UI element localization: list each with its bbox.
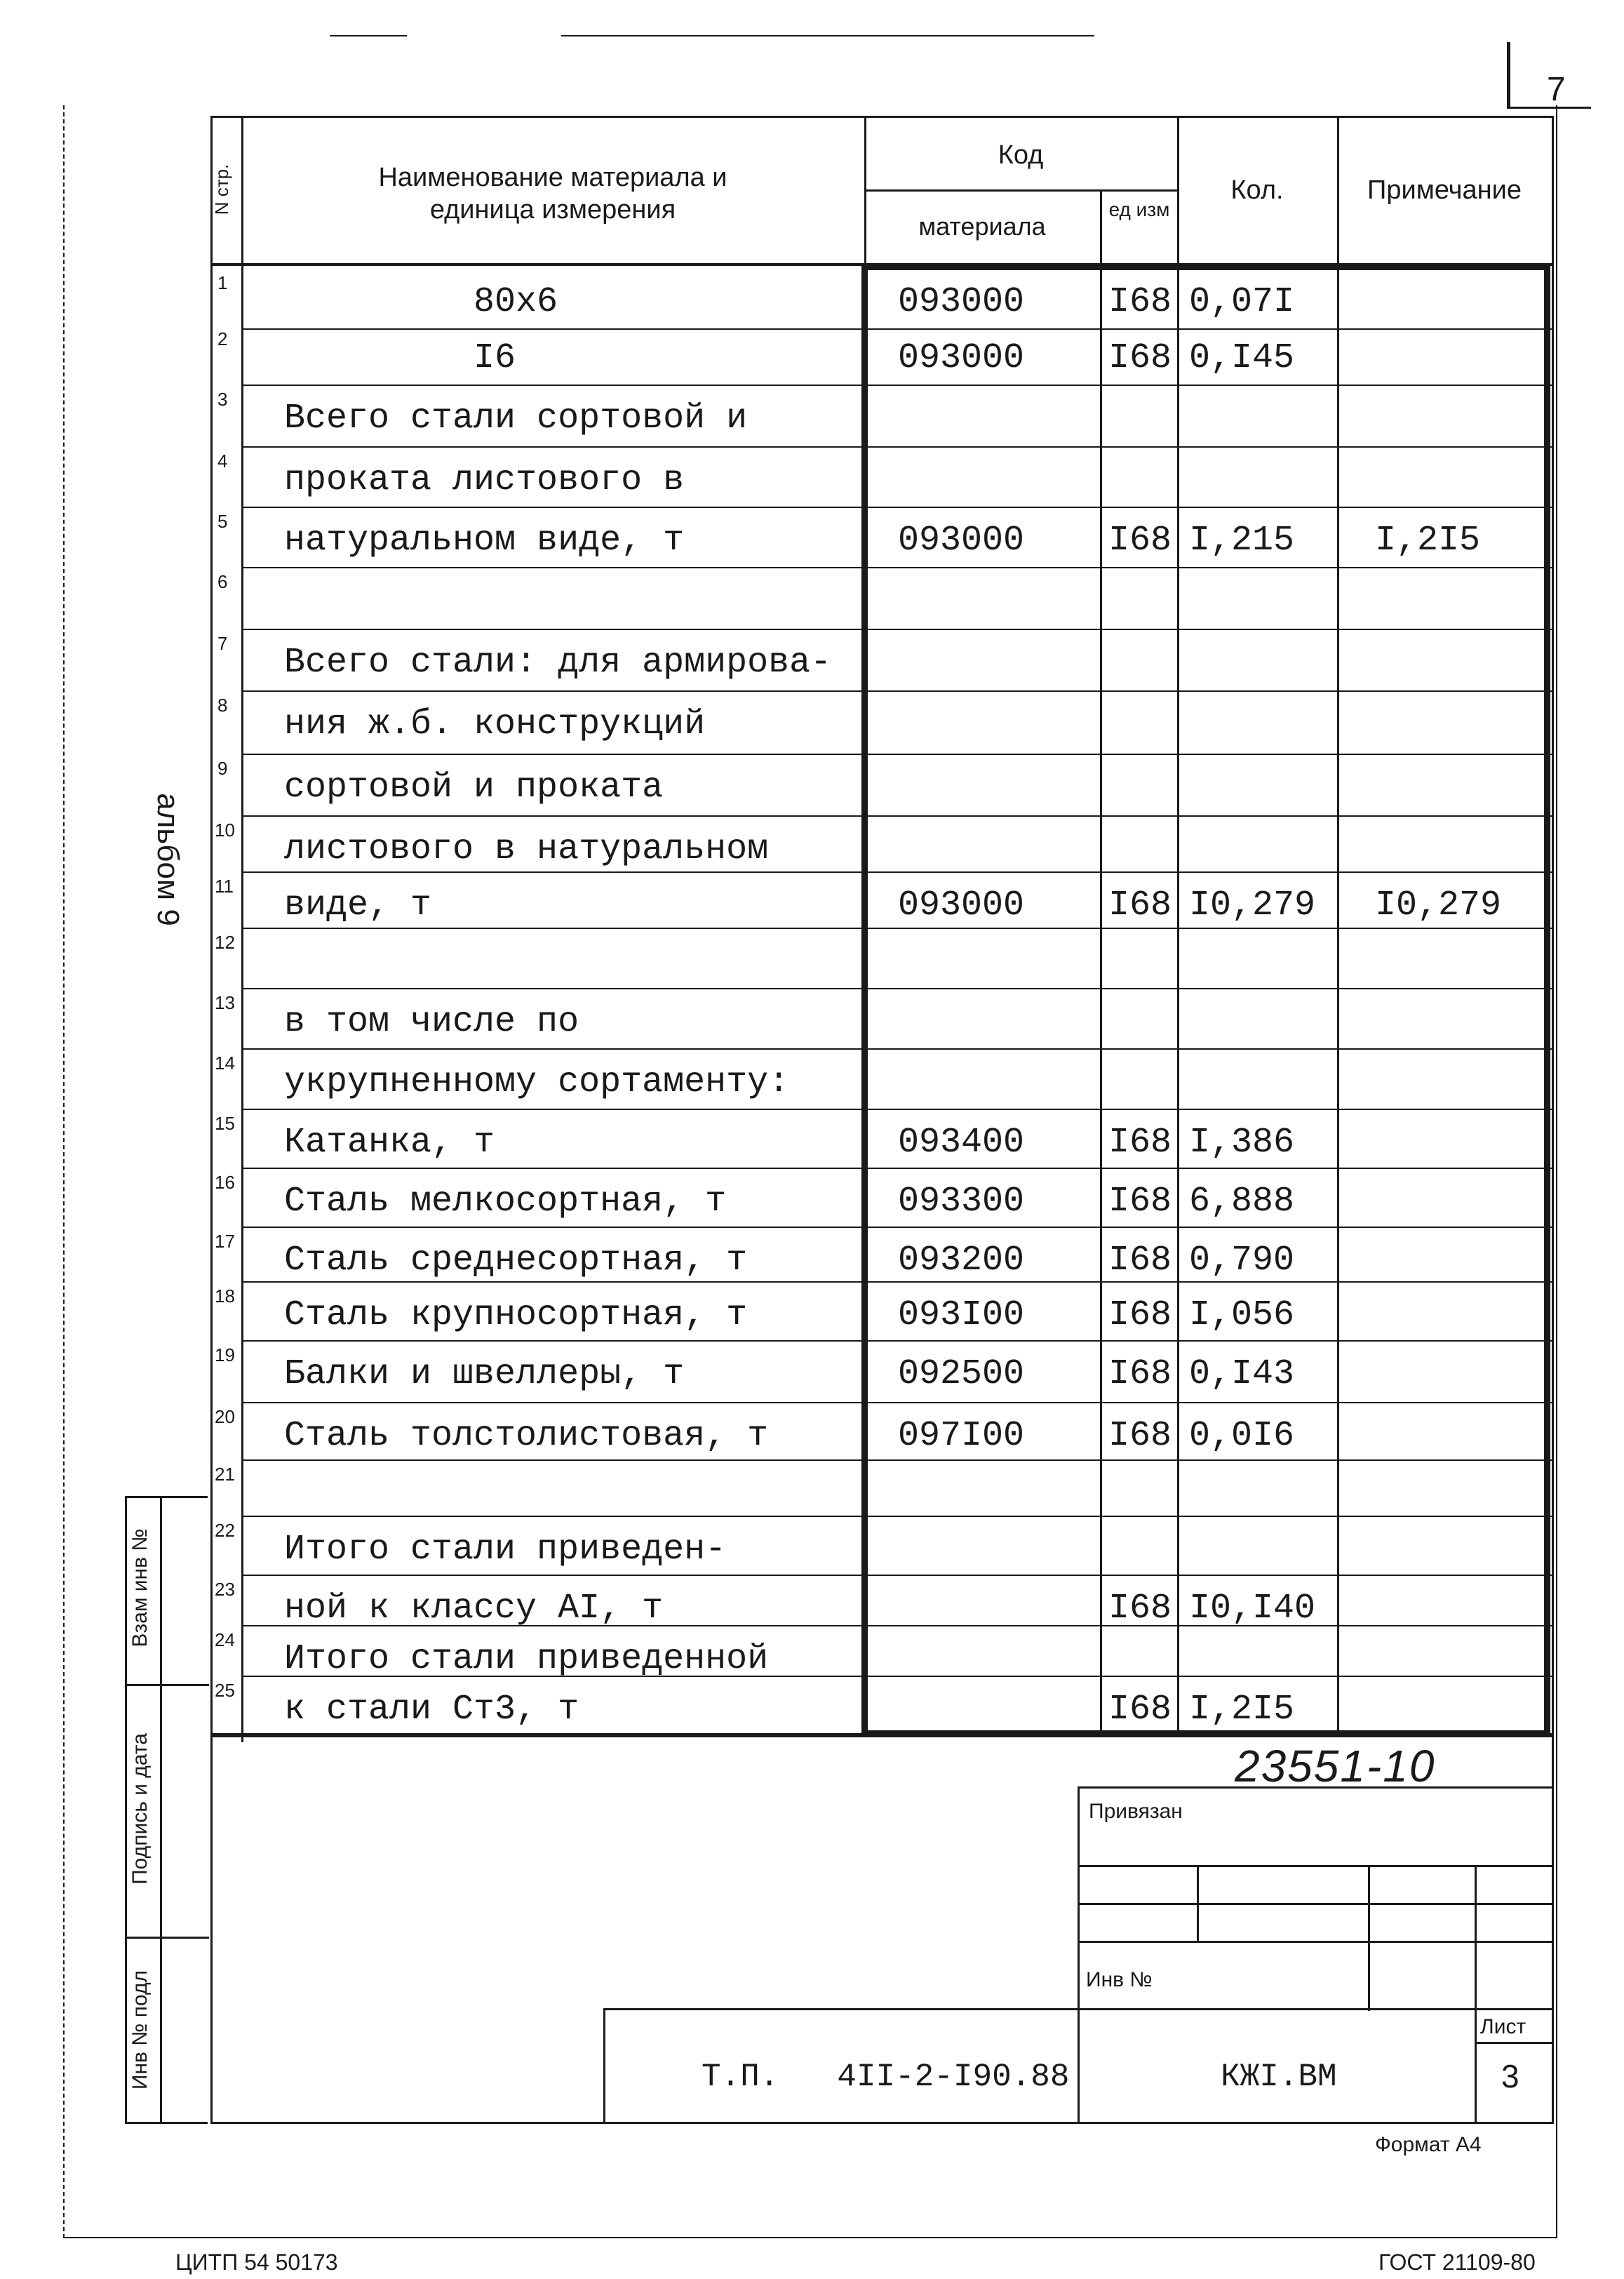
row-name: ной к классу АI, т bbox=[284, 1589, 664, 1629]
row-number: 11 bbox=[215, 876, 234, 897]
header-name-line2: единица измерения bbox=[429, 195, 676, 225]
table-row bbox=[0, 629, 1624, 689]
row-number: 9 bbox=[217, 758, 228, 779]
row-code: 093400 bbox=[898, 1123, 1025, 1163]
row-unit: I68 bbox=[1108, 1589, 1172, 1629]
table-row bbox=[0, 1168, 1624, 1228]
row-line bbox=[241, 1459, 1552, 1461]
header-code: Код bbox=[998, 140, 1044, 170]
row-name: натуральном виде, т bbox=[284, 521, 685, 561]
row-code: 093000 bbox=[898, 521, 1025, 561]
row-unit: I68 bbox=[1108, 1416, 1172, 1456]
row-code: 093000 bbox=[898, 885, 1025, 925]
row-qty: 6,888 bbox=[1189, 1182, 1295, 1222]
table-row bbox=[0, 1676, 1624, 1736]
row-line bbox=[241, 1625, 1552, 1626]
table-row bbox=[0, 1109, 1624, 1169]
row-line bbox=[241, 1227, 1552, 1228]
row-number: 13 bbox=[215, 992, 235, 1013]
sheet-label: Лист bbox=[1480, 2015, 1526, 2038]
row-line bbox=[241, 1340, 1552, 1342]
row-number: 18 bbox=[215, 1285, 235, 1306]
row-qty: 0,0I6 bbox=[1189, 1416, 1295, 1456]
table-row bbox=[0, 1227, 1624, 1287]
table-row bbox=[0, 1459, 1624, 1520]
row-name: Катанка, т bbox=[284, 1123, 495, 1163]
row-number: 19 bbox=[215, 1344, 235, 1365]
header-code-unit: ед изм bbox=[1108, 199, 1170, 220]
row-number: 1 bbox=[217, 272, 228, 293]
row-number: 15 bbox=[215, 1113, 235, 1134]
page-corner-line bbox=[1507, 42, 1510, 109]
handwritten-number: 23551-10 bbox=[1235, 1741, 1436, 1791]
row-qty: I0,279 bbox=[1189, 885, 1316, 925]
row-line bbox=[241, 690, 1552, 692]
row-code: 093I00 bbox=[898, 1295, 1025, 1335]
table-row bbox=[0, 988, 1624, 1048]
table-row bbox=[0, 324, 1624, 385]
row-code: 093000 bbox=[898, 282, 1025, 322]
row-qty: I0,I40 bbox=[1189, 1589, 1316, 1629]
row-number: 12 bbox=[215, 932, 235, 953]
row-line bbox=[241, 446, 1552, 448]
row-line bbox=[241, 815, 1552, 817]
header-note: Примечание bbox=[1367, 175, 1522, 205]
row-line bbox=[241, 1281, 1552, 1283]
privyazan-vline bbox=[1368, 1865, 1370, 2011]
row-name: сортовой и проката bbox=[284, 768, 664, 808]
privyazan-line bbox=[1078, 1941, 1554, 1943]
row-number: 4 bbox=[217, 450, 228, 472]
header-name-line1: Наименование материала и bbox=[378, 163, 727, 192]
privyazan-line bbox=[1078, 1903, 1554, 1905]
table-bottom-line bbox=[210, 1733, 1554, 1737]
sheet-value: 3 bbox=[1501, 2058, 1519, 2094]
table-row bbox=[0, 1281, 1624, 1342]
table-row bbox=[0, 1402, 1624, 1462]
page-number: 7 bbox=[1547, 71, 1566, 108]
side-podpis-label: Подпись и дата bbox=[128, 1733, 152, 1885]
row-number: 14 bbox=[215, 1052, 235, 1074]
row-number: 23 bbox=[215, 1579, 235, 1600]
row-line bbox=[241, 1048, 1552, 1050]
row-line bbox=[241, 385, 1552, 386]
row-note: I,2I5 bbox=[1375, 521, 1481, 561]
row-number: 25 bbox=[215, 1680, 235, 1701]
row-name: I6 bbox=[474, 338, 516, 378]
side-stamp-divider bbox=[160, 1496, 162, 2124]
row-number: 21 bbox=[215, 1464, 235, 1485]
table-row bbox=[0, 928, 1624, 988]
row-number: 6 bbox=[217, 571, 228, 592]
row-name: в том числе по bbox=[284, 1002, 579, 1042]
row-line bbox=[241, 629, 1552, 630]
row-unit: I68 bbox=[1108, 1295, 1172, 1335]
row-name: Сталь крупносортная, т bbox=[284, 1295, 748, 1335]
row-number: 16 bbox=[215, 1172, 235, 1193]
document-mark: КЖI.ВМ bbox=[1221, 2059, 1337, 2095]
inv-no-label: Инв № bbox=[1086, 1968, 1153, 1991]
table-row bbox=[0, 1340, 1624, 1401]
album-label: альбом 9 bbox=[151, 793, 185, 926]
side-inv-podl-label: Инв № подл bbox=[128, 1970, 152, 2090]
privyazan-line bbox=[1078, 1865, 1554, 1867]
row-name: Сталь мелкосортная, т bbox=[284, 1182, 727, 1222]
table-row bbox=[0, 507, 1624, 567]
header-row-number: N стр. bbox=[211, 163, 232, 215]
table-row bbox=[0, 446, 1624, 507]
row-line bbox=[241, 1109, 1552, 1110]
row-code: 092500 bbox=[898, 1354, 1025, 1394]
row-unit: I68 bbox=[1108, 885, 1172, 925]
row-number: 3 bbox=[217, 389, 228, 410]
header-code-material: материала bbox=[918, 212, 1046, 241]
row-name: ния ж.б. конструкций bbox=[284, 704, 706, 744]
row-line bbox=[241, 1676, 1552, 1677]
side-vzam-label: Взам инв № bbox=[128, 1528, 152, 1648]
row-number: 24 bbox=[215, 1629, 235, 1650]
row-line bbox=[241, 1168, 1552, 1169]
row-name: Итого стали приведенной bbox=[284, 1639, 769, 1679]
row-line bbox=[241, 1516, 1552, 1517]
row-name: Балки и швеллеры, т bbox=[284, 1354, 685, 1394]
header-qty: Кол. bbox=[1230, 175, 1284, 205]
row-unit: I68 bbox=[1108, 1123, 1172, 1163]
outer-bottom-border bbox=[63, 2237, 1557, 2238]
table-row bbox=[0, 871, 1624, 932]
row-note: I0,279 bbox=[1375, 885, 1502, 925]
row-name: виде, т bbox=[284, 885, 432, 925]
footer-right: ГОСТ 21109-80 bbox=[1378, 2250, 1536, 2275]
row-line bbox=[241, 328, 1552, 330]
table-row bbox=[0, 567, 1624, 627]
table-row bbox=[0, 815, 1624, 876]
scan-line bbox=[330, 35, 407, 36]
row-qty: 0,790 bbox=[1189, 1241, 1295, 1281]
row-number: 2 bbox=[217, 328, 228, 349]
row-code: 097I00 bbox=[898, 1416, 1025, 1456]
row-name: к стали Ст3, т bbox=[284, 1690, 579, 1730]
row-name: Сталь толстолистовая, т bbox=[284, 1416, 769, 1456]
row-number: 17 bbox=[215, 1231, 235, 1252]
row-line bbox=[241, 988, 1552, 989]
row-qty: 0,I43 bbox=[1189, 1354, 1295, 1394]
row-name: Всего стали: для армирова- bbox=[284, 643, 832, 683]
row-qty: I,215 bbox=[1189, 521, 1295, 561]
row-name: проката листового в bbox=[284, 460, 685, 500]
row-line bbox=[241, 928, 1552, 929]
row-qty: 0,07I bbox=[1189, 282, 1295, 322]
table-row bbox=[0, 1516, 1624, 1576]
code-subheader-line bbox=[864, 189, 1177, 192]
row-qty: I,056 bbox=[1189, 1295, 1295, 1335]
table-row bbox=[0, 754, 1624, 814]
row-qty: I,2I5 bbox=[1189, 1690, 1295, 1730]
table-top-border bbox=[210, 116, 1554, 118]
row-code: 093000 bbox=[898, 338, 1025, 378]
row-name: Сталь среднесортная, т bbox=[284, 1241, 748, 1281]
table-row bbox=[0, 690, 1624, 751]
row-qty: I,386 bbox=[1189, 1123, 1295, 1163]
row-unit: I68 bbox=[1108, 1241, 1172, 1281]
row-line bbox=[241, 567, 1552, 568]
row-number: 5 bbox=[217, 511, 228, 532]
side-stamp-line bbox=[125, 1684, 209, 1686]
table-final-line bbox=[210, 2122, 1554, 2124]
row-code: 093200 bbox=[898, 1241, 1025, 1281]
row-line bbox=[241, 507, 1552, 508]
table-row bbox=[0, 385, 1624, 445]
footer-left: ЦИТП 54 50173 bbox=[175, 2250, 338, 2275]
col-line-unit bbox=[1100, 189, 1102, 263]
row-unit: I68 bbox=[1108, 1354, 1172, 1394]
row-number: 7 bbox=[217, 633, 228, 654]
scan-line bbox=[561, 35, 1094, 36]
row-name: листового в натуральном bbox=[284, 829, 769, 869]
row-line bbox=[241, 754, 1552, 755]
row-unit: I68 bbox=[1108, 521, 1172, 561]
row-unit: I68 bbox=[1108, 1182, 1172, 1222]
row-unit: I68 bbox=[1108, 282, 1172, 322]
format-label: Формат А4 bbox=[1375, 2133, 1482, 2156]
row-number: 8 bbox=[217, 695, 228, 716]
row-code: 093300 bbox=[898, 1182, 1025, 1222]
row-name: Итого стали приведен- bbox=[284, 1530, 727, 1570]
row-qty: 0,I45 bbox=[1189, 338, 1295, 378]
table-row bbox=[0, 268, 1624, 328]
row-unit: I68 bbox=[1108, 1690, 1172, 1730]
row-line bbox=[241, 1575, 1552, 1576]
row-unit: I68 bbox=[1108, 338, 1172, 378]
row-number: 22 bbox=[215, 1520, 235, 1541]
privyazan-vline bbox=[1197, 1865, 1199, 1941]
row-name: Всего стали сортовой и bbox=[284, 399, 748, 439]
row-line bbox=[241, 1402, 1552, 1403]
row-line bbox=[241, 871, 1552, 873]
side-stamp-line bbox=[125, 1937, 209, 1939]
table-row bbox=[0, 1048, 1624, 1109]
document-code: Т.П. 4II-2-I90.88 bbox=[702, 2059, 1070, 2095]
row-number: 20 bbox=[215, 1406, 235, 1427]
row-name: 80х6 bbox=[474, 282, 558, 322]
row-name: укрупненному сортаменту: bbox=[284, 1062, 790, 1102]
sheet-line bbox=[1475, 2042, 1554, 2044]
row-number: 10 bbox=[215, 820, 235, 841]
privyazan-label: Привязан bbox=[1089, 1800, 1183, 1823]
